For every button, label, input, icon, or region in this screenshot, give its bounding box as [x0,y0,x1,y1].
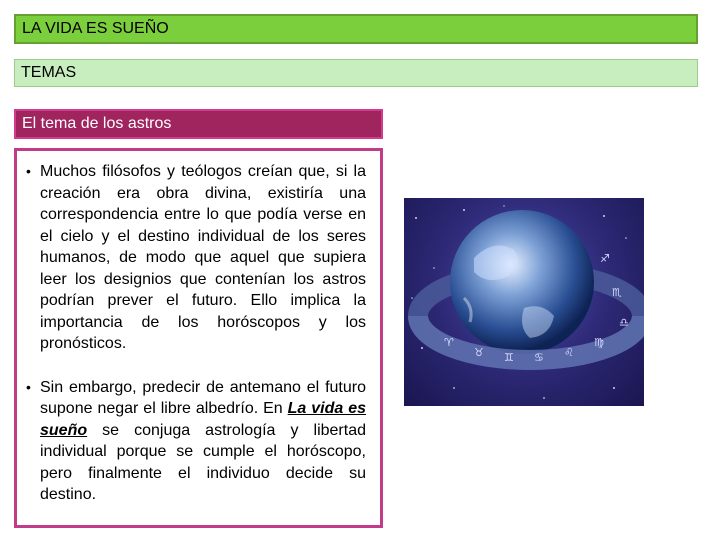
content-box [14,148,383,528]
bullet-text-2a: Sin embargo, predecir de antemano el futuro supone negar el libre albedrío. En [40,378,366,417]
work-title: La vida es sueño [40,400,367,439]
bullet-item-1 [17,161,366,355]
section-bar [14,59,698,87]
bullet-dot-icon: • [26,163,31,179]
title-bar [14,14,698,44]
earth-zodiac-illustration [404,198,644,406]
svg-text:♌: ♌ [564,346,574,359]
svg-text:♋: ♋ [534,351,544,364]
earth-zodiac-ring-image [404,198,644,406]
bullet-text-2b: se conjuga astrología y libertad individual porque se cumple el horóscopo, pero finalmente el individuo decide su destino. [40,421,366,503]
svg-text:♐: ♐ [600,252,610,265]
page-title: LA VIDA ES SUEÑO [22,20,169,37]
section-label: TEMAS [21,64,77,81]
bullet-text-1: Muchos filósofos y teólogos creían que, si la creación era obra divina, existiría una correspondencia entre lo que podía verse en el cielo y el destino individual de los seres humanos, de modo que aquel que supiera leer los designios que contenían los astros podrían prever el futuro. Ello implica la importancia de los horóscopos y los pronósticos. [40,163,366,352]
bullet-dot-icon: • [26,378,31,395]
svg-text:♈: ♈ [444,336,454,349]
svg-text:♊: ♊ [504,351,514,364]
svg-text:♉: ♉ [474,346,484,359]
svg-text:♍: ♍ [594,336,604,349]
topic-bar [14,109,383,139]
topic-label: El tema de los astros [22,115,172,132]
svg-text:♏: ♏ [612,286,622,299]
bullet-item-2 [17,377,366,506]
svg-text:♎: ♎ [619,316,629,329]
globe-icon [450,210,594,354]
